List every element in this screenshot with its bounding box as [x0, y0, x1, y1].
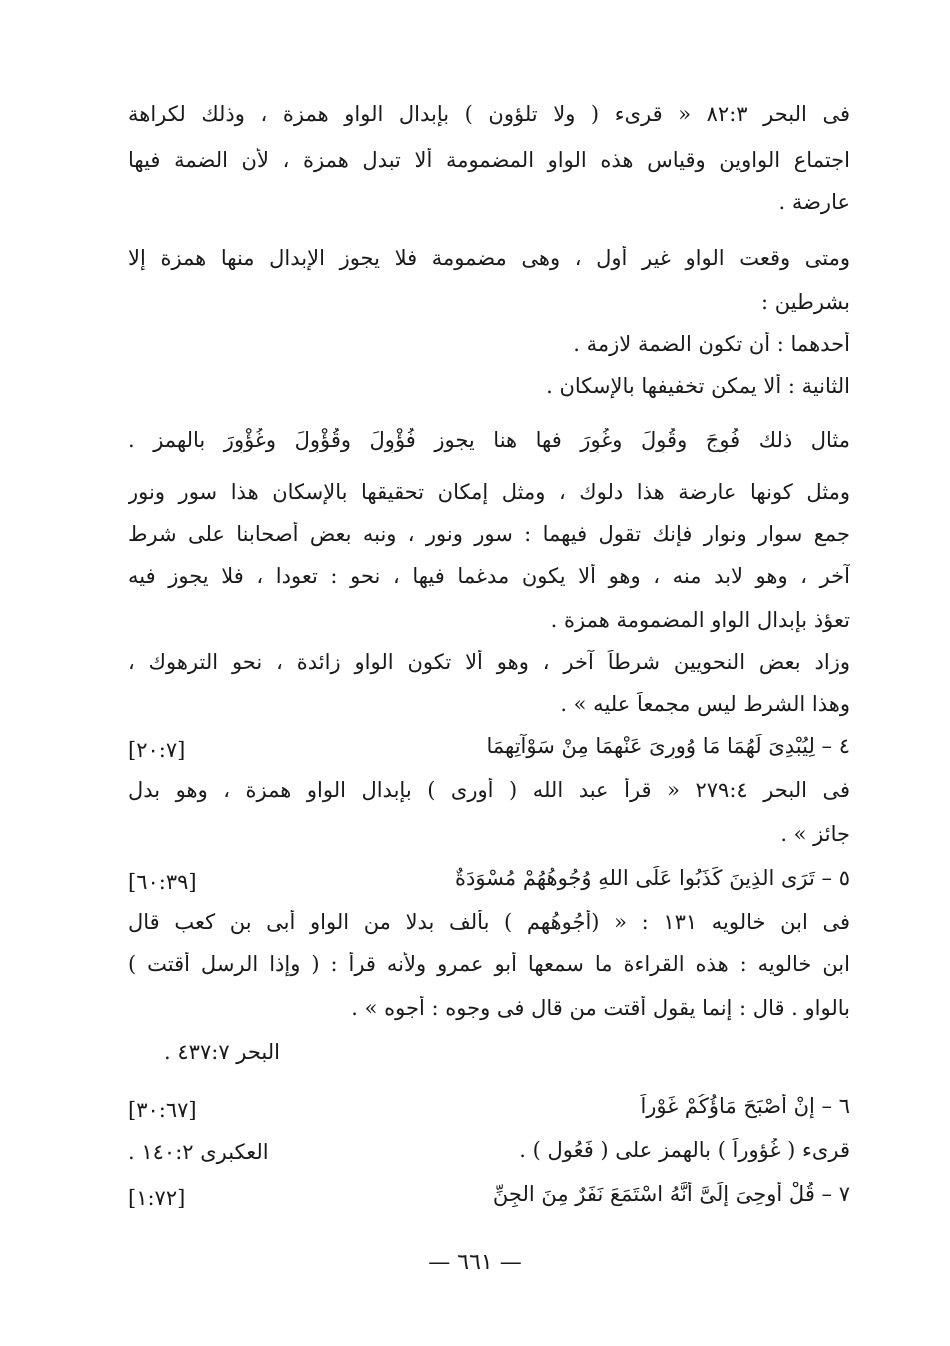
text-line: وهذا الشرط ليس مجمعاً عليه » . — [560, 692, 850, 716]
text-line: بالواو . قال : إنما يقول أقتت من قال فى وجوه : أجوه » . — [351, 996, 850, 1020]
text-line: ومتى وقعت الواو غير أول ، وهى مضمومة فلا يجوز الإبدال منها همزة إلا — [128, 246, 850, 270]
text-line: عارضة . — [778, 190, 850, 214]
text-line: ومثل كونها عارضة هذا دلوك ، ومثل إمكان تحقيقها بالإسكان هذا سور ونور — [128, 480, 850, 504]
text-line: قرىء ( غُؤوراً ) بالهمز على ( فَعُول ) . — [519, 1138, 850, 1162]
page-number: — ٦٦١ — — [428, 1250, 522, 1275]
text-line: وزاد بعض النحويين شرطاً آخر ، وهو ألا تكون الواو زائدة ، نحو الترهوك ، — [128, 650, 850, 674]
text-line: بشرطين : — [761, 290, 850, 314]
text-line: أحدهما : أن تكون الضمة لازمة . — [573, 332, 850, 356]
source-citation: البحر ٤٣٧:٧ . — [164, 1040, 280, 1064]
verse-line: ٦ – إنْ أَصْبَحَ مَاؤُكُمْ غَوْراً — [640, 1094, 850, 1118]
verse-line: ٤ – لِيُبْدِىَ لَهُمَا مَا وُورِىَ عَنْهمَا مِنْ سَوْآتِهِمَا — [486, 734, 850, 758]
verse-reference: [٣٠:٦٧] — [128, 1098, 197, 1122]
verse-reference: [١:٧٢] — [128, 1186, 186, 1210]
verse-line: ٥ – تَرَى الذِينَ كَذَبُوا عَلَى اللهِ وُجُوهُهُمْ مُسْوَدَةٌ — [454, 866, 850, 890]
text-line: فى البحر ٨٢:٣ « قرىء ( ولا تلؤون ) بإبدال الواو همزة ، وذلك لكراهة — [128, 102, 850, 126]
text-line: فى البحر ٢٧٩:٤ « قرأ عبد الله ( أُورى ) بإبدال الواو همزة ، وهو بدل — [128, 778, 850, 802]
text-line: جمع سوار ونوار فإنك تقول فيهما : سور ونور ، ونبه بعض أصحابنا على شرط — [128, 522, 850, 546]
text-line: ابن خالويه : هذه القراءة ما سمعها أبو عمرو ولأنه قرأ : ( وإذا الرسل أقتت ) — [128, 952, 850, 976]
text-line: آخر ، وهو لابد منه ، وهو ألا يكون مدغما فيها ، نحو : تعودا ، فلا يجوز فيه — [128, 564, 850, 588]
text-line: جائز » . — [780, 822, 850, 846]
text-line: فى ابن خالويه ١٣١ : « (أُجُوهُهم ) بألف بدلا من الواو أبى بن كعب قال — [128, 910, 850, 934]
verse-reference: [٦٠:٣٩] — [128, 870, 197, 894]
text-line: مثال ذلك فُوِجَ وقُوِلَ وغُوِرَ فها هنا يجوز فُؤْوِلَ وقُؤْوِلَ وغُؤْوِرَ بالهمز . — [128, 428, 850, 452]
source-citation: العكبرى ١٤٠:٢ . — [128, 1140, 269, 1164]
text-line: الثانية : ألا يمكن تخفيفها بالإسكان . — [546, 374, 850, 398]
verse-line: ٧ – قُلْ أُوحِىَ إلَىَّ أَنَّهُ اسْتَمَعَ نَفَرٌ مِنَ الجِنِّ — [492, 1182, 850, 1206]
text-line: اجتماع الواوين وقياس هذه الواو المضمومة ألا تبدل همزة ، لأن الضمة فيها — [128, 148, 850, 172]
verse-reference: [٢٠:٧] — [128, 738, 186, 762]
text-line: تعؤذ بإبدال الواو المضمومة همزة . — [550, 608, 850, 632]
